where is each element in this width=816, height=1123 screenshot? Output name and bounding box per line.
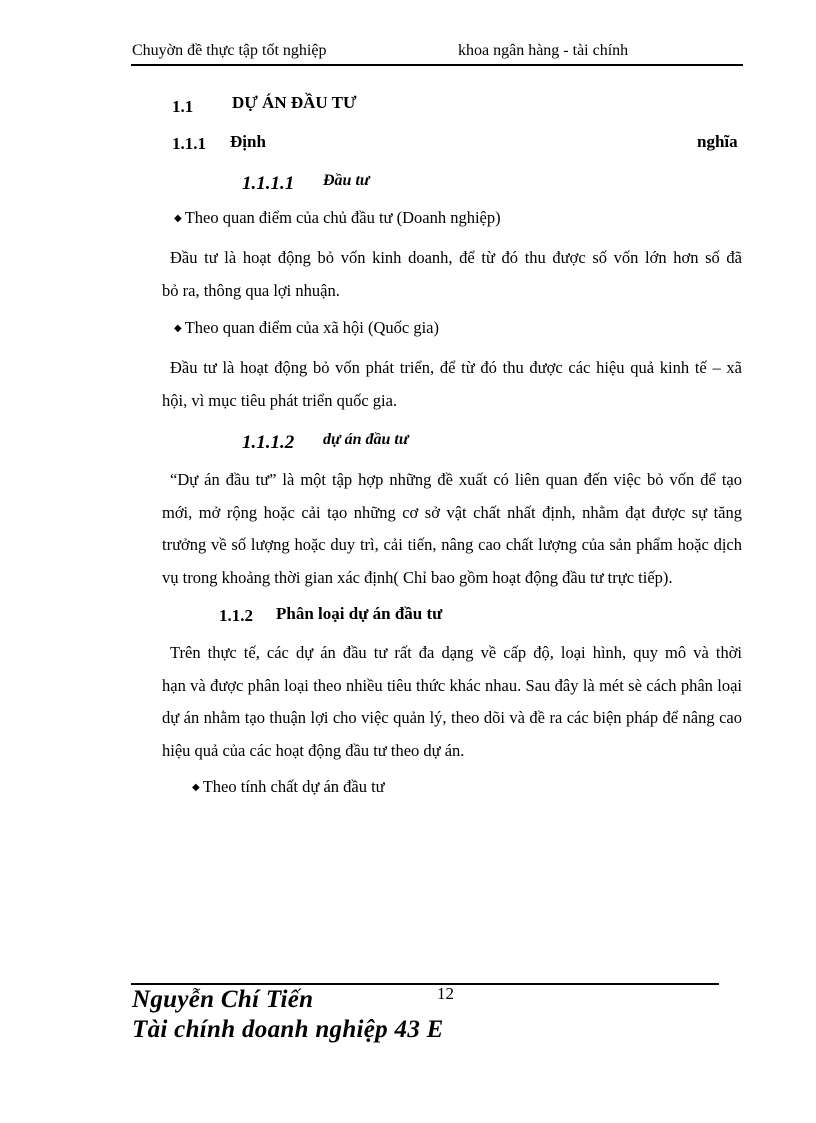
paragraph-1-line-1: Đầu tư là hoạt động bỏ vốn kinh doanh, để từ đó thu được số vốn lớn hơn số đã	[170, 248, 742, 267]
header-rule	[131, 64, 743, 66]
section-1-1-1-1-title: Đầu tư	[323, 172, 370, 189]
section-1-1-2-number: 1.1.2	[219, 606, 253, 625]
paragraph-4	[162, 637, 742, 767]
section-1-1-1-number: 1.1.1	[172, 134, 206, 153]
diamond-bullet-icon: ◆	[174, 323, 182, 334]
diamond-bullet-icon: ◆	[174, 213, 182, 224]
paragraph-3-line-4: vụ trong khoảng thời gian xác định( Chỉ bao gồm hoạt động đầu tư trực tiếp).	[162, 567, 673, 587]
paragraph-2-line-1: Đầu tư là hoạt động bỏ vốn phát triển, để từ đó thu được các hiệu quả kinh tế – xã	[170, 358, 742, 377]
bullet-item-3-text: Theo tính chất dự án đầu tư	[202, 777, 385, 796]
paragraph-1-line-2: bỏ ra, thông qua lợi nhuận.	[162, 280, 340, 300]
paragraph-4-line-2: hạn và được phân loại theo nhiều tiêu thức khác nhau. Sau đây là mét sè cách phân loại	[162, 675, 742, 695]
header-left: Chuyờn đề thực tập tốt nghiệp	[132, 42, 327, 59]
paragraph-2-line-2: hội, vì mục tiêu phát triển quốc gia.	[162, 390, 398, 410]
bullet-item-1	[174, 202, 501, 235]
diamond-bullet-icon: ◆	[192, 782, 200, 793]
paragraph-3	[162, 464, 742, 594]
section-1-1-title: DỰ ÁN ĐẦU TƯ	[232, 93, 357, 112]
bullet-item-2	[174, 312, 439, 345]
paragraph-3-line-3: trưởng về số lượng hoặc duy trì, cải tiến, nâng cao chất lượng của sản phẩm hoặc dịch	[162, 535, 742, 554]
footer-rule	[131, 983, 719, 985]
paragraph-3-line-2: mới, mở rộng hoặc cải tạo những cơ sở vật chất nhất định, nhằm đạt được sự tăng	[162, 502, 742, 522]
paragraph-4-line-1: Trên thực tế, các dự án đầu tư rất đa dạng về cấp độ, loại hình, quy mô và thời	[170, 643, 742, 662]
bullet-item-3	[192, 771, 385, 804]
section-1-1-1-title-end: nghĩa	[697, 132, 738, 151]
footer-class: Tài chính doanh nghiệp 43 E	[132, 1016, 444, 1043]
paragraph-4-line-3: dự án nhằm tạo thuận lợi cho việc quản lý, theo dõi và đề ra các biện pháp để nâng cao	[162, 708, 742, 727]
bullet-item-1-text: Theo quan điểm của chủ đầu tư (Doanh nghiệp)	[184, 208, 501, 227]
section-1-1-number: 1.1	[172, 97, 194, 116]
page-number: 12	[437, 984, 454, 1003]
section-1-1-1-1-number: 1.1.1.1	[242, 173, 295, 194]
footer-author: Nguyễn Chí Tiến	[132, 986, 314, 1013]
bullet-item-2-text: Theo quan điểm của xã hội (Quốc gia)	[184, 318, 439, 337]
section-1-1-1-2-title: dự án đầu tư	[323, 431, 409, 448]
section-1-1-1-2-number: 1.1.1.2	[242, 432, 295, 453]
paragraph-3-line-1: “Dự án đầu tư” là một tập hợp những đề xuất có liên quan đến việc bỏ vốn để tạo	[170, 470, 742, 489]
header-right: khoa ngân hàng - tài chính	[458, 42, 629, 59]
paragraph-1	[162, 242, 742, 307]
section-1-1-2-title: Phân loại dự án đầu tư	[276, 604, 443, 623]
paragraph-2	[162, 352, 742, 417]
section-1-1-1-title-start: Định	[230, 132, 266, 151]
paragraph-4-line-4: hiệu quả của các hoạt động đầu tư theo dự án.	[162, 740, 465, 760]
